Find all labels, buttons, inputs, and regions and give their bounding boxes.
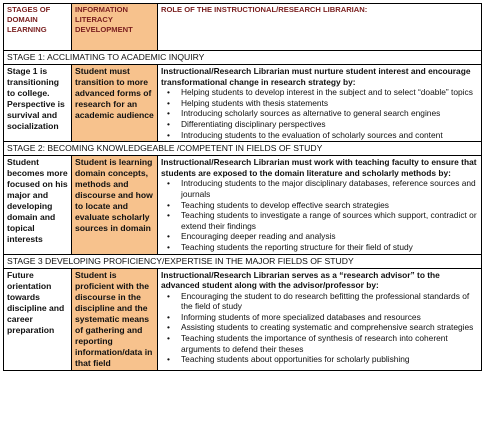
list-item: • Helping students to develop interest in the subject and to select “doable” topics xyxy=(181,87,478,98)
stage-1-bullet-list xyxy=(161,87,478,140)
stage-1-role-intro: Instructional/Research Librarian must nurture student interest and encourage transformational change in research strategy by: xyxy=(161,66,471,87)
list-item: • Teaching students to investigate a range of sources which support, contradict or extend their findings xyxy=(181,210,478,231)
stage-3-role-intro: Instructional/Research Librarian serves as a “research advisor” to the advanced student along with the advisor/professor by: xyxy=(161,269,440,291)
stage-2-title-row xyxy=(4,142,482,156)
stage-2-bullet-list xyxy=(161,178,478,252)
stage-3-role xyxy=(158,268,482,370)
list-item: • Encouraging deeper reading and analysis xyxy=(181,231,478,242)
stage-3-bullet-list xyxy=(161,291,478,365)
list-item: • Helping students with thesis statements xyxy=(181,98,478,109)
list-item: • Differentiating disciplinary perspectives xyxy=(181,119,478,130)
stage-2-title: STAGE 2: BECOMING KNOWLEDGEABLE /COMPETENT IN FIELDS OF STUDY xyxy=(4,142,482,156)
stage-3-title: STAGE 3 DEVELOPING PROFICIENCY/EXPERTISE IN THE MAJOR FIELDS OF STUDY xyxy=(4,254,482,268)
list-item: • Introducing students to the evaluation of scholarly sources and content xyxy=(181,130,478,141)
stage-3-title-row xyxy=(4,254,482,268)
list-item: • Encouraging the student to do research befitting the professional standards of the field of study xyxy=(181,291,478,312)
list-item: • Introducing students to the major disciplinary databases, reference sources and journals xyxy=(181,178,478,199)
list-item: • Assisting students to creating systematic and comprehensive search strategies xyxy=(181,322,478,333)
header-row xyxy=(4,4,482,51)
stage-2-role-intro: Instructional/Research Librarian must work with teaching faculty to ensure that students are exposed to the domain literature and scholarly methods by: xyxy=(161,157,477,178)
stage-3-row xyxy=(4,268,482,370)
header-role: ROLE OF THE INSTRUCTIONAL/RESEARCH LIBRARIAN: xyxy=(158,4,482,51)
stage-1-title-row xyxy=(4,51,482,65)
stage-3-information-literacy: Student is proficient with the discourse in the discipline and the systematic means of gathering and reporting information/data in that field xyxy=(72,268,158,370)
stage-1-information-literacy: Student must transition to more advanced forms of research for an academic audience xyxy=(72,65,158,142)
stage-1-role xyxy=(158,65,482,142)
header-information-literacy: INFORMATION LITERACY DEVELOPMENT xyxy=(72,4,158,51)
list-item: • Teaching students to develop effective search strategies xyxy=(181,200,478,211)
header-stages: STAGES OF DOMAIN LEARNING xyxy=(4,4,72,51)
stage-2-domain-learning: Student becomes more focused on his major and developing domain and topical interests xyxy=(4,156,72,254)
stage-1-domain-learning: Stage 1 is transitioning to college. Perspective is survival and socialization xyxy=(4,65,72,142)
list-item: • Teaching students the reporting structure for their field of study xyxy=(181,242,478,253)
stage-2-information-literacy: Student is learning domain concepts, methods and discourse and how to locate and evaluate scholarly sources in domain xyxy=(72,156,158,254)
list-item: • Introducing scholarly sources as alternative to general search engines xyxy=(181,108,478,119)
stage-2-row xyxy=(4,156,482,254)
stage-1-title: STAGE 1: ACCLIMATING TO ACADEMIC INQUIRY xyxy=(4,51,482,65)
stage-3-domain-learning: Future orientation towards discipline and career preparation xyxy=(4,268,72,370)
list-item: • Teaching students the importance of synthesis of research into coherent arguments to defend their theses xyxy=(181,333,478,354)
list-item: • Informing students of more specialized databases and resources xyxy=(181,312,478,323)
stage-1-row xyxy=(4,65,482,142)
librarian-role-table xyxy=(3,3,482,371)
list-item: • Teaching students about opportunities for scholarly publishing xyxy=(181,354,478,365)
stage-2-role xyxy=(158,156,482,254)
